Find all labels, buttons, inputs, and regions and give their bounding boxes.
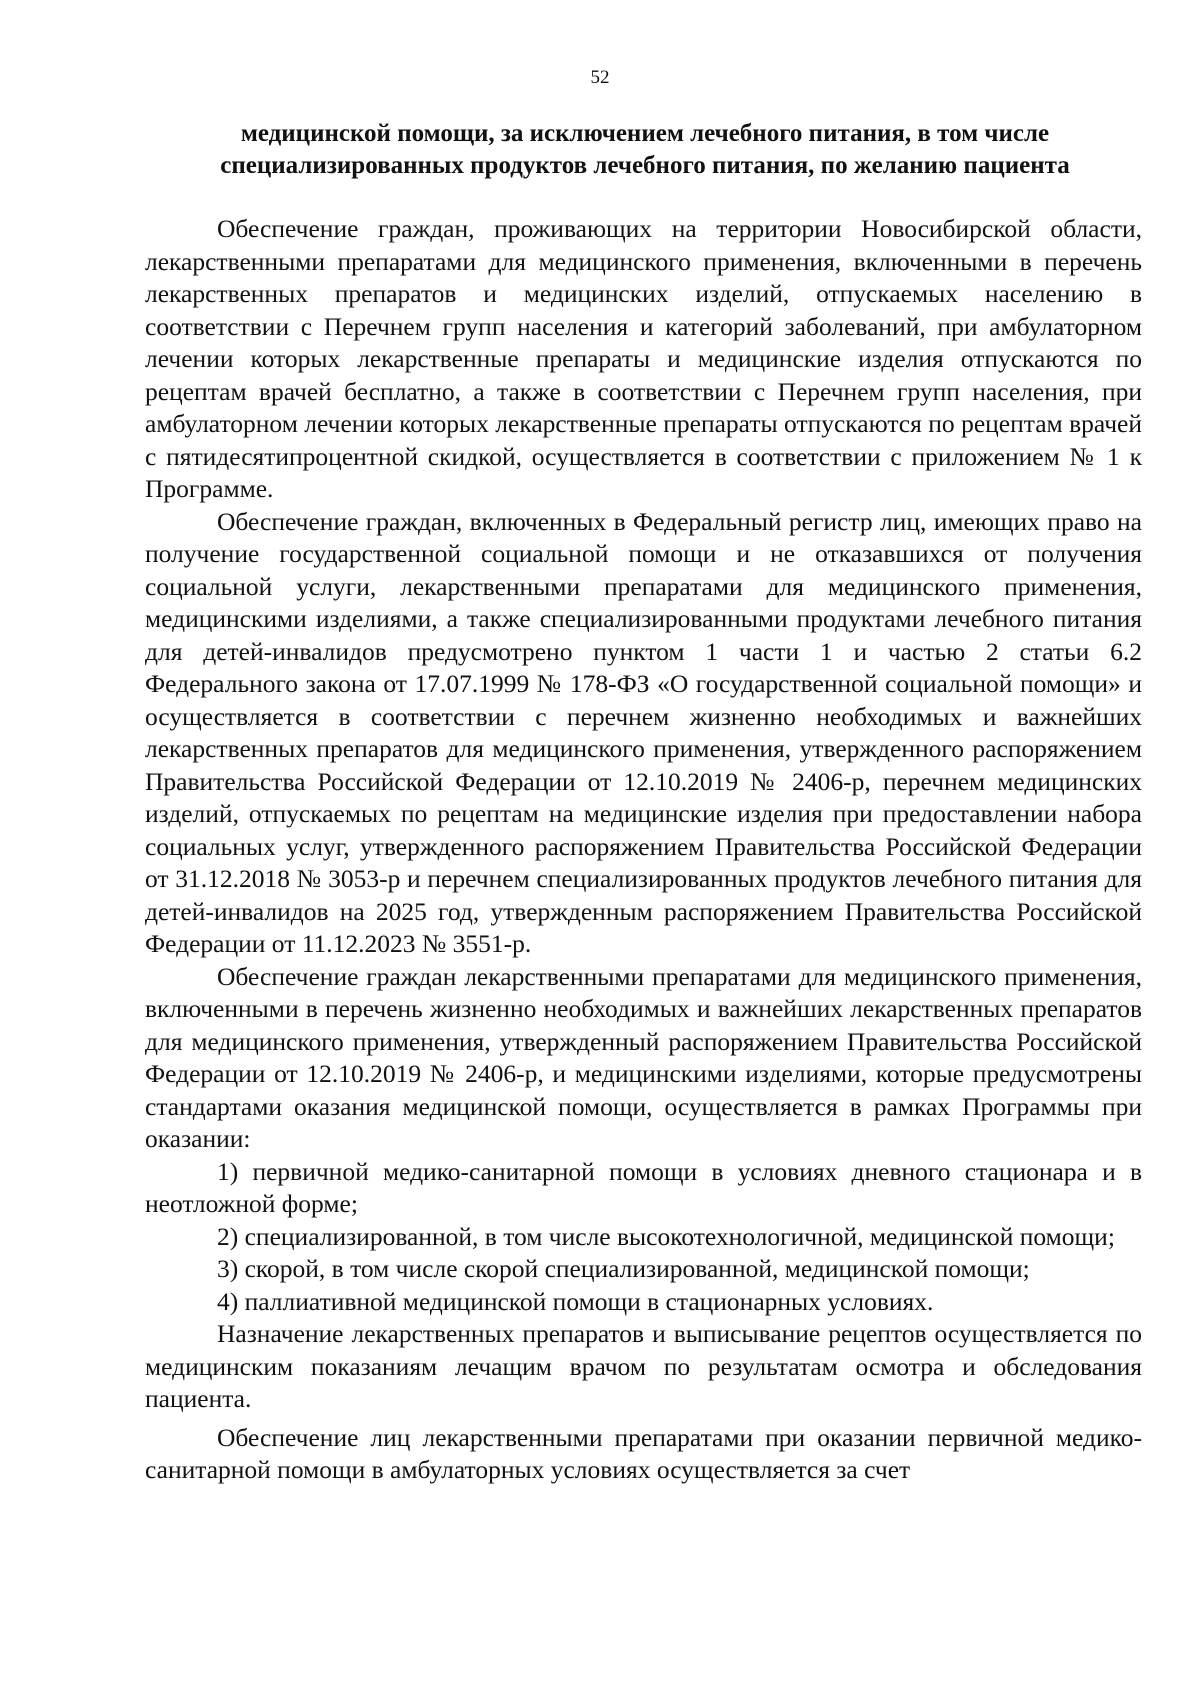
paragraph-program-provision: Обеспечение граждан лекарственными препаратами для медицинского применения, включенными в перечень жизненно необходимых и важнейших лекарственных препаратов для медицинского применения, утвержденный распоряжением Правительства Российской Федерации от 12.10.2019 № 2406-р, и медицинскими изделиями, которые предусмотрены стандартами оказания медицинской помощи, осуществляется в рамках Программы при оказании: — [145, 961, 1142, 1153]
list-item-palliative-care: 4) паллиативной медицинской помощи в стационарных условиях. — [217, 1286, 934, 1316]
list-item-specialized-care: 2) специализированной, в том числе высокотехнологичной, медицинской помощи; — [217, 1221, 1115, 1251]
paragraph-federal-register: Обеспечение граждан, включенных в Федеральный регистр лиц, имеющих право на получение государственной социальной помощи и не отказавшихся от получения социальной услуги, лекарственными препаратами для медицинского применения, медицинскими изделиями, а также специализированными продуктами лечебного питания для детей-инвалидов предусмотрено пунктом 1 части 1 и частью 2 статьи 6.2 Федерального закона от 17.07.1999 № 178-ФЗ «О государственной социальной помощи» и осуществляется в соответствии с перечнем жизненно необходимых и важнейших лекарственных препаратов для медицинского применения, утвержденного распоряжением Правительства Российской Федерации от 12.10.2019 № 2406-р, перечнем медицинских изделий, отпускаемых по рецептам на медицинские изделия при предоставлении набора социальных услуг, утвержденного распоряжением Правительства Российской Федерации от 31.12.2018 № 3053-р и перечнем специализированных продуктов лечебного питания для детей-инвалидов на 2025 год, утвержденным распоряжением Правительства Российской Федерации от 11.12.2023 № 3551-р. — [145, 506, 1142, 958]
paragraph-outpatient-provision: Обеспечение лиц лекарственными препаратами при оказании первичной медико-санитарной помощи в амбулаторных условиях осуществляется за счет — [145, 1422, 1142, 1484]
page-number: 52 — [590, 67, 610, 88]
section-heading: медицинской помощи, за исключением лечебного питания, в том числе специализированных продуктов лечебного питания, по желанию пациента — [220, 120, 1070, 179]
list-item-emergency-care: 3) скорой, в том числе скорой специализированной, медицинской помощи; — [217, 1254, 1030, 1283]
paragraph-drug-provision-novosibirsk: Обеспечение граждан, проживающих на территории Новосибирской области, лекарственными препаратами для медицинского применения, включенными в перечень лекарственных препаратов и медицинских изделий, отпускаемых населению в соответствии с Перечнем групп населения и категорий заболеваний, при амбулаторном лечении которых лекарственные препараты и медицинские изделия отпускаются по рецептам врачей бесплатно, а также в соответствии с Перечнем групп населения, при амбулаторном лечении которых лекарственные препараты отпускаются по рецептам врачей с пятидесятипроцентной скидкой, осуществляется в соответствии с приложением № 1 к Программе. — [145, 214, 1142, 503]
document-body — [145, 213, 1142, 1487]
list-item-primary-care: 1) первичной медико-санитарной помощи в условиях дневного стационара и в неотложной форме; — [145, 1156, 1142, 1218]
paragraph-prescription: Назначение лекарственных препаратов и выписывание рецептов осуществляется по медицинским показаниям лечащим врачом по результатам осмотра и обследования пациента. — [145, 1319, 1142, 1413]
